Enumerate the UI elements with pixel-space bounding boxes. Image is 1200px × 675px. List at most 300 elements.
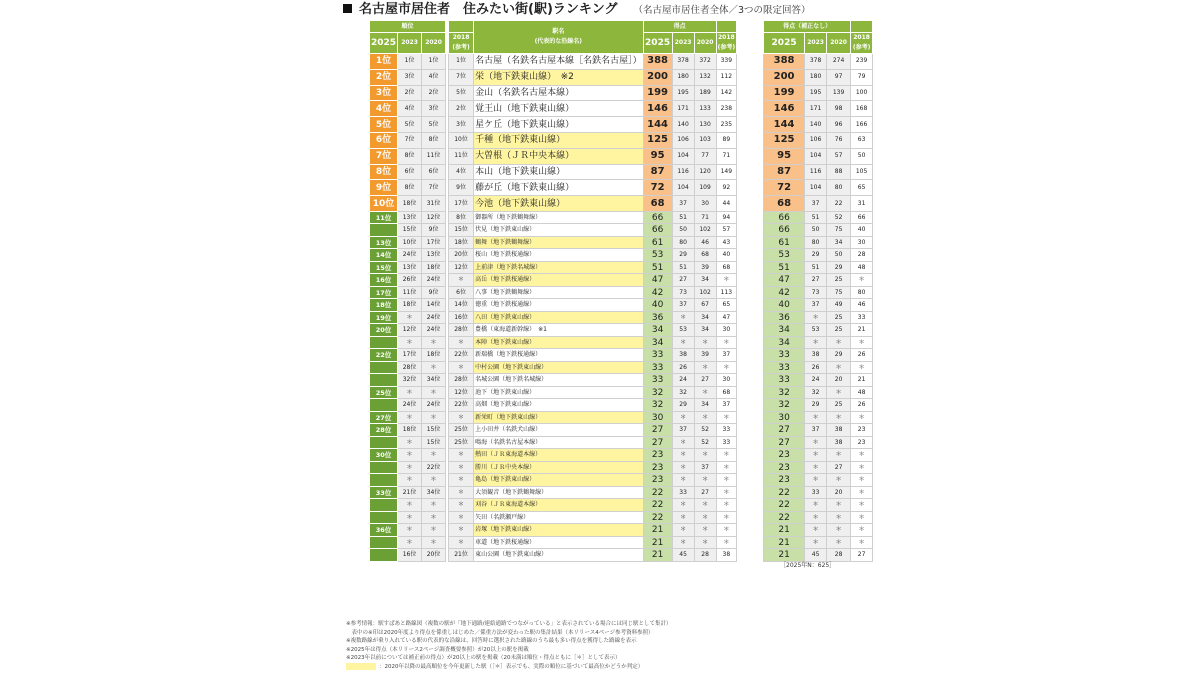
rank-2018: 18位: [449, 236, 474, 249]
raw-2020: ＊: [827, 511, 851, 524]
table-row: [370, 311, 873, 324]
raw-2020: 29: [827, 261, 851, 274]
score-2018: 43: [716, 236, 737, 249]
rank-2018: 5位: [449, 85, 474, 101]
raw-2020: 27: [827, 461, 851, 474]
score-2020: 372: [694, 54, 716, 70]
raw-2023: 195: [805, 85, 827, 101]
score-2018: ＊: [716, 474, 737, 487]
score-2023: 104: [672, 148, 694, 164]
score-2020: 28: [694, 549, 716, 562]
column-gap: [737, 196, 764, 212]
rank-2018: ＊: [449, 474, 474, 487]
score-2025: 51: [643, 261, 672, 274]
rank-2025: 1位: [370, 54, 398, 70]
column-gap: [737, 386, 764, 399]
score-2025: 388: [643, 54, 672, 70]
score-2023: 73: [672, 286, 694, 299]
rank-2018: 12位: [449, 386, 474, 399]
raw-2020: 98: [827, 101, 851, 117]
raw-2025: 125: [764, 132, 805, 148]
rank-2020: 18位: [422, 261, 446, 274]
score-2018: ＊: [716, 449, 737, 462]
station-name: 鳴海（名鉄名古屋本線）: [474, 436, 644, 449]
raw-2018: 168: [851, 101, 873, 117]
column-gap: [737, 85, 764, 101]
score-2020: 120: [694, 164, 716, 180]
rank-2018: ＊: [449, 524, 474, 537]
score-2020: 52: [694, 424, 716, 437]
raw-2018: ＊: [851, 274, 873, 287]
score-2023: 37: [672, 196, 694, 212]
raw-2018: 48: [851, 386, 873, 399]
rank-2025: 3位: [370, 85, 398, 101]
rank-2020: 4位: [422, 69, 446, 85]
raw-2018: 48: [851, 261, 873, 274]
station-name: 八田（地下鉄東山線）: [474, 311, 644, 324]
rank-2020: 13位: [422, 249, 446, 262]
score-2025: 23: [643, 461, 672, 474]
raw-2018-ref-header: [851, 33, 873, 54]
rank-2023: 18位: [398, 424, 422, 437]
station-name: 星ケ丘（地下鉄東山線）: [474, 117, 644, 133]
score-2025: 61: [643, 236, 672, 249]
rank-2025: 4位: [370, 101, 398, 117]
rank-2023: 1位: [398, 54, 422, 70]
score-2018: 37: [716, 349, 737, 362]
score-2025: 32: [643, 386, 672, 399]
raw-2020: ＊: [827, 336, 851, 349]
raw-2020: 49: [827, 299, 851, 312]
station-name: 勝川（ＪＲ中央本線）: [474, 461, 644, 474]
raw-2018: ＊: [851, 474, 873, 487]
raw-group-header: 得点（補正なし）: [764, 21, 851, 33]
raw-2025: 66: [764, 211, 805, 224]
title-main: 名古屋市居住者 住みたい街(駅)ランキング: [359, 2, 618, 17]
table-row: [370, 511, 873, 524]
score-2018: ＊: [716, 536, 737, 549]
rank-2018: 1位: [449, 54, 474, 70]
score-2020: ＊: [694, 524, 716, 537]
rank-2023: ＊: [398, 511, 422, 524]
score-2023: ＊: [672, 524, 694, 537]
rank-2025: [370, 536, 398, 549]
score-2023: 50: [672, 224, 694, 237]
raw-2023: ＊: [805, 474, 827, 487]
score-2018: 71: [716, 148, 737, 164]
rank-2023: 17位: [398, 349, 422, 362]
score-2020: 52: [694, 436, 716, 449]
rank-2023: 24位: [398, 399, 422, 412]
footnote: 表中の※印は2020年度より得点を係重しはじめた／係重方法が変わった駅の集計結果（本リリース4ページ参考資料参照）: [346, 629, 654, 636]
score-2020: 67: [694, 299, 716, 312]
score-2018-year: 2018: [717, 34, 735, 41]
rank-2025: 10位: [370, 196, 398, 212]
raw-2018: 30: [851, 236, 873, 249]
legend-note: ：2020年以降の最高順位を今年更新した駅（［＊］表示でも、実際の順位に基づいて最高位かどうか判定）: [379, 663, 644, 670]
score-2023: ＊: [672, 436, 694, 449]
raw-2018: 239: [851, 54, 873, 70]
rank-2025: 14位: [370, 249, 398, 262]
rank-2018: ＊: [449, 536, 474, 549]
raw-2023: 37: [805, 299, 827, 312]
column-gap: [737, 299, 764, 312]
score-2023: ＊: [672, 499, 694, 512]
rank-2018: 25位: [449, 424, 474, 437]
score-2018-ref: (参考): [717, 44, 736, 51]
table-row: [370, 54, 873, 70]
station-name: 亀島（地下鉄東山線）: [474, 474, 644, 487]
score-2018: 44: [716, 196, 737, 212]
rank-2023: 4位: [398, 101, 422, 117]
raw-2020: 76: [827, 132, 851, 148]
score-2025: 68: [643, 196, 672, 212]
raw-2020: ＊: [827, 386, 851, 399]
score-2025: 21: [643, 536, 672, 549]
raw-2023: ＊: [805, 449, 827, 462]
table-row: [370, 236, 873, 249]
column-gap: [737, 180, 764, 196]
highlight-legend-swatch: [346, 663, 376, 670]
raw-2018: ＊: [851, 486, 873, 499]
score-2023: 104: [672, 180, 694, 196]
raw-2023: ＊: [805, 436, 827, 449]
rank-2025: 5位: [370, 117, 398, 133]
raw-2025: 200: [764, 69, 805, 85]
raw-2020: 29: [827, 349, 851, 362]
score-2020: 109: [694, 180, 716, 196]
raw-2023: 106: [805, 132, 827, 148]
footnote: ※参考情報：駅すぱあと路線図（複数の駅が「地下通路/連絡通路でつながっている」と表示されている場合には同じ駅として集計）: [346, 621, 672, 627]
rank-2023: 32位: [398, 374, 422, 387]
rank-2018: ＊: [449, 486, 474, 499]
column-gap: [737, 224, 764, 237]
raw-2025: 61: [764, 236, 805, 249]
rank-2025: 15位: [370, 261, 398, 274]
station-name: 車道（地下鉄桜通線）: [474, 536, 644, 549]
rank-2023: ＊: [398, 499, 422, 512]
raw-2023: ＊: [805, 524, 827, 537]
raw-2023: ＊: [805, 499, 827, 512]
raw-2018: ＊: [851, 336, 873, 349]
score-2018: 68: [716, 386, 737, 399]
score-2018: 30: [716, 374, 737, 387]
table-row: [370, 524, 873, 537]
raw-2025: 33: [764, 374, 805, 387]
raw-2018: ＊: [851, 361, 873, 374]
rank-2018: 4位: [449, 164, 474, 180]
score-2018-ref-header: [716, 33, 737, 54]
table-row: [370, 499, 873, 512]
raw-2020: ＊: [827, 411, 851, 424]
rank-2023: ＊: [398, 449, 422, 462]
raw-2025: 23: [764, 474, 805, 487]
score-2020: 189: [694, 85, 716, 101]
raw-2018: 50: [851, 148, 873, 164]
raw-2025: 42: [764, 286, 805, 299]
raw-2023: 180: [805, 69, 827, 85]
score-2020: 34: [694, 324, 716, 337]
column-gap: [737, 101, 764, 117]
raw-2020: 97: [827, 69, 851, 85]
score-2018: 57: [716, 224, 737, 237]
column-gap: [737, 236, 764, 249]
raw-2023: ＊: [805, 311, 827, 324]
score-2020: ＊: [694, 499, 716, 512]
score-2018: 37: [716, 399, 737, 412]
score-2025: 33: [643, 349, 672, 362]
score-2025: 21: [643, 549, 672, 562]
score-2023: ＊: [672, 449, 694, 462]
score-2023: 195: [672, 85, 694, 101]
score-2025: 22: [643, 486, 672, 499]
raw-2018: 23: [851, 424, 873, 437]
score-2020: 130: [694, 117, 716, 133]
rank-2023: 16位: [398, 549, 422, 562]
score-2018-header: [716, 21, 737, 33]
raw-2020: 75: [827, 224, 851, 237]
rank-2020: ＊: [422, 336, 446, 349]
rank-2018: 28位: [449, 374, 474, 387]
raw-2018-header: [851, 21, 873, 33]
rank-2020: ＊: [422, 386, 446, 399]
score-2023: 29: [672, 249, 694, 262]
rank-2023: ＊: [398, 411, 422, 424]
table-row: [370, 274, 873, 287]
rank-2023: ＊: [398, 311, 422, 324]
column-gap: [737, 286, 764, 299]
footnotes: [346, 620, 671, 672]
footnote: ※2025年は得点（本リリース2ページ調査概要参照）が20以上の駅を掲載: [346, 646, 529, 653]
station-name: 上小田井（名鉄犬山線）: [474, 424, 644, 437]
rank-2023: 18位: [398, 196, 422, 212]
column-gap: [737, 261, 764, 274]
table-row: [370, 299, 873, 312]
raw-2020: 25: [827, 311, 851, 324]
column-gap: [737, 474, 764, 487]
score-2018: ＊: [716, 486, 737, 499]
station-name: 桜山（地下鉄桜通線）: [474, 249, 644, 262]
rank-2018: ＊: [449, 511, 474, 524]
rank-2018: ＊: [449, 274, 474, 287]
rank-2018: 9位: [449, 180, 474, 196]
raw-2018: ＊: [851, 449, 873, 462]
raw-2020: ＊: [827, 361, 851, 374]
raw-2025: 36: [764, 311, 805, 324]
station-name: 覚王山（地下鉄東山線）: [474, 101, 644, 117]
score-2023: 26: [672, 361, 694, 374]
score-2025: 87: [643, 164, 672, 180]
raw-2023: ＊: [805, 536, 827, 549]
score-2020: ＊: [694, 474, 716, 487]
rank-2018: 15位: [449, 224, 474, 237]
score-2020: 102: [694, 224, 716, 237]
column-gap: [737, 361, 764, 374]
raw-2023: ＊: [805, 336, 827, 349]
score-2023: 38: [672, 349, 694, 362]
score-2023: ＊: [672, 511, 694, 524]
rank-2025: [370, 361, 398, 374]
raw-2020: ＊: [827, 499, 851, 512]
raw-2023: 38: [805, 349, 827, 362]
raw-2023: 33: [805, 486, 827, 499]
rank-2018: ＊: [449, 499, 474, 512]
station-name: 岩塚（地下鉄東山線）: [474, 524, 644, 537]
score-2020: ＊: [694, 336, 716, 349]
score-2023: ＊: [672, 536, 694, 549]
rank-2025: 7位: [370, 148, 398, 164]
score-2023: 32: [672, 386, 694, 399]
score-2018: 47: [716, 311, 737, 324]
rank-2020: 15位: [422, 424, 446, 437]
rank-2018-year: 2018: [452, 34, 470, 41]
rank-2020: 8位: [422, 132, 446, 148]
raw-2020: ＊: [827, 474, 851, 487]
raw-2025: 53: [764, 249, 805, 262]
rank-2018: 2位: [449, 101, 474, 117]
raw-2018: 63: [851, 132, 873, 148]
rank-2023: 2位: [398, 85, 422, 101]
raw-2018: 21: [851, 324, 873, 337]
footnote: ※2023年以前については補正前の得点）が20以上の駅を掲載（20未満は順位・得点ともに［＊］として表示）: [346, 655, 621, 662]
raw-2023: 171: [805, 101, 827, 117]
raw-2020: 20: [827, 486, 851, 499]
rank-2018: 7位: [449, 69, 474, 85]
score-2023: ＊: [672, 311, 694, 324]
score-2018: 38: [716, 549, 737, 562]
rank-2025: 13位: [370, 236, 398, 249]
score-2020: ＊: [694, 411, 716, 424]
score-2023: 106: [672, 132, 694, 148]
score-2025-header: 2025: [643, 33, 672, 54]
raw-2018: 26: [851, 399, 873, 412]
score-2025: 47: [643, 274, 672, 287]
rank-2020: 5位: [422, 117, 446, 133]
station-name: 栄（地下鉄東山線） ※2: [474, 69, 644, 85]
score-2018: 149: [716, 164, 737, 180]
score-2023: ＊: [672, 461, 694, 474]
rank-2020-header: 2020: [422, 33, 446, 54]
score-2018: ＊: [716, 499, 737, 512]
rank-2018: ＊: [449, 449, 474, 462]
raw-2018: 27: [851, 549, 873, 562]
raw-2025: 34: [764, 324, 805, 337]
raw-2018: 33: [851, 311, 873, 324]
rank-2018: 3位: [449, 117, 474, 133]
score-2025: 36: [643, 311, 672, 324]
raw-2023: 24: [805, 374, 827, 387]
station-name: 上前津（地下鉄名城線）: [474, 261, 644, 274]
rank-2020: 7位: [422, 180, 446, 196]
raw-2025: 27: [764, 436, 805, 449]
score-2023: 37: [672, 299, 694, 312]
score-2025: 23: [643, 449, 672, 462]
rank-2023: ＊: [398, 524, 422, 537]
table-row: [370, 424, 873, 437]
score-2020: 34: [694, 274, 716, 287]
raw-2025: 388: [764, 54, 805, 70]
table-row: [370, 164, 873, 180]
raw-2025: 21: [764, 524, 805, 537]
rank-2023: 5位: [398, 117, 422, 133]
rank-2025: [370, 436, 398, 449]
rank-2020: ＊: [422, 361, 446, 374]
rank-2025: [370, 224, 398, 237]
score-2023: 53: [672, 324, 694, 337]
raw-2020: 38: [827, 424, 851, 437]
column-gap: [737, 374, 764, 387]
table-row: [370, 69, 873, 85]
station-name: 御器所（地下鉄鶴舞線）: [474, 211, 644, 224]
station-name: 中村公園（地下鉄東山線）: [474, 361, 644, 374]
score-2018: 112: [716, 69, 737, 85]
raw-2025: 33: [764, 361, 805, 374]
score-2023: 80: [672, 236, 694, 249]
rank-2025: 16位: [370, 274, 398, 287]
rank-2023: 6位: [398, 164, 422, 180]
column-gap: [737, 311, 764, 324]
column-gap: [737, 524, 764, 537]
rank-2018: 22位: [449, 399, 474, 412]
raw-2018: 79: [851, 69, 873, 85]
raw-2020: 52: [827, 211, 851, 224]
raw-2025: 23: [764, 461, 805, 474]
rank-2020: ＊: [422, 499, 446, 512]
rank-2020: 24位: [422, 399, 446, 412]
rank-2018-ref-header: [449, 33, 474, 54]
score-2025: 33: [643, 374, 672, 387]
table-row: [370, 411, 873, 424]
raw-2018: 23: [851, 436, 873, 449]
score-2018: 94: [716, 211, 737, 224]
station-name: 池下（地下鉄東山線）: [474, 386, 644, 399]
table-row: [370, 436, 873, 449]
raw-2023: 27: [805, 274, 827, 287]
rank-2020: 14位: [422, 299, 446, 312]
rank-2023: 15位: [398, 224, 422, 237]
score-2018: ＊: [716, 274, 737, 287]
rank-2025: [370, 511, 398, 524]
station-name: 名城公園（地下鉄名城線）: [474, 374, 644, 387]
station-name: 名古屋（名鉄名古屋本線［名鉄名古屋］）: [474, 54, 644, 70]
raw-2025: 30: [764, 411, 805, 424]
column-gap: [737, 324, 764, 337]
rank-2020: ＊: [422, 511, 446, 524]
station-name: 東山公園（地下鉄東山線）: [474, 549, 644, 562]
raw-2020: 50: [827, 249, 851, 262]
score-2023: ＊: [672, 336, 694, 349]
station-name: 豊橋（東海道新幹線） ※1: [474, 324, 644, 337]
rank-2025: 25位: [370, 386, 398, 399]
score-2020: 39: [694, 349, 716, 362]
rank-2023: 26位: [398, 274, 422, 287]
bullet-square-icon: [343, 4, 352, 13]
raw-2020: 28: [827, 549, 851, 562]
rank-2025: 27位: [370, 411, 398, 424]
station-name: 徳重（地下鉄桜通線）: [474, 299, 644, 312]
score-2025: 199: [643, 85, 672, 101]
raw-2020: 80: [827, 180, 851, 196]
rank-2023: 11位: [398, 286, 422, 299]
station-name: 新瑞橋（地下鉄桜通線）: [474, 349, 644, 362]
raw-2020: 38: [827, 436, 851, 449]
column-gap: [737, 148, 764, 164]
raw-2025: 51: [764, 261, 805, 274]
score-group-header: 得点: [643, 21, 716, 33]
station-name: 矢田（名鉄瀬戸線）: [474, 511, 644, 524]
station-name: 藤が丘（地下鉄東山線）: [474, 180, 644, 196]
raw-2025: 21: [764, 549, 805, 562]
